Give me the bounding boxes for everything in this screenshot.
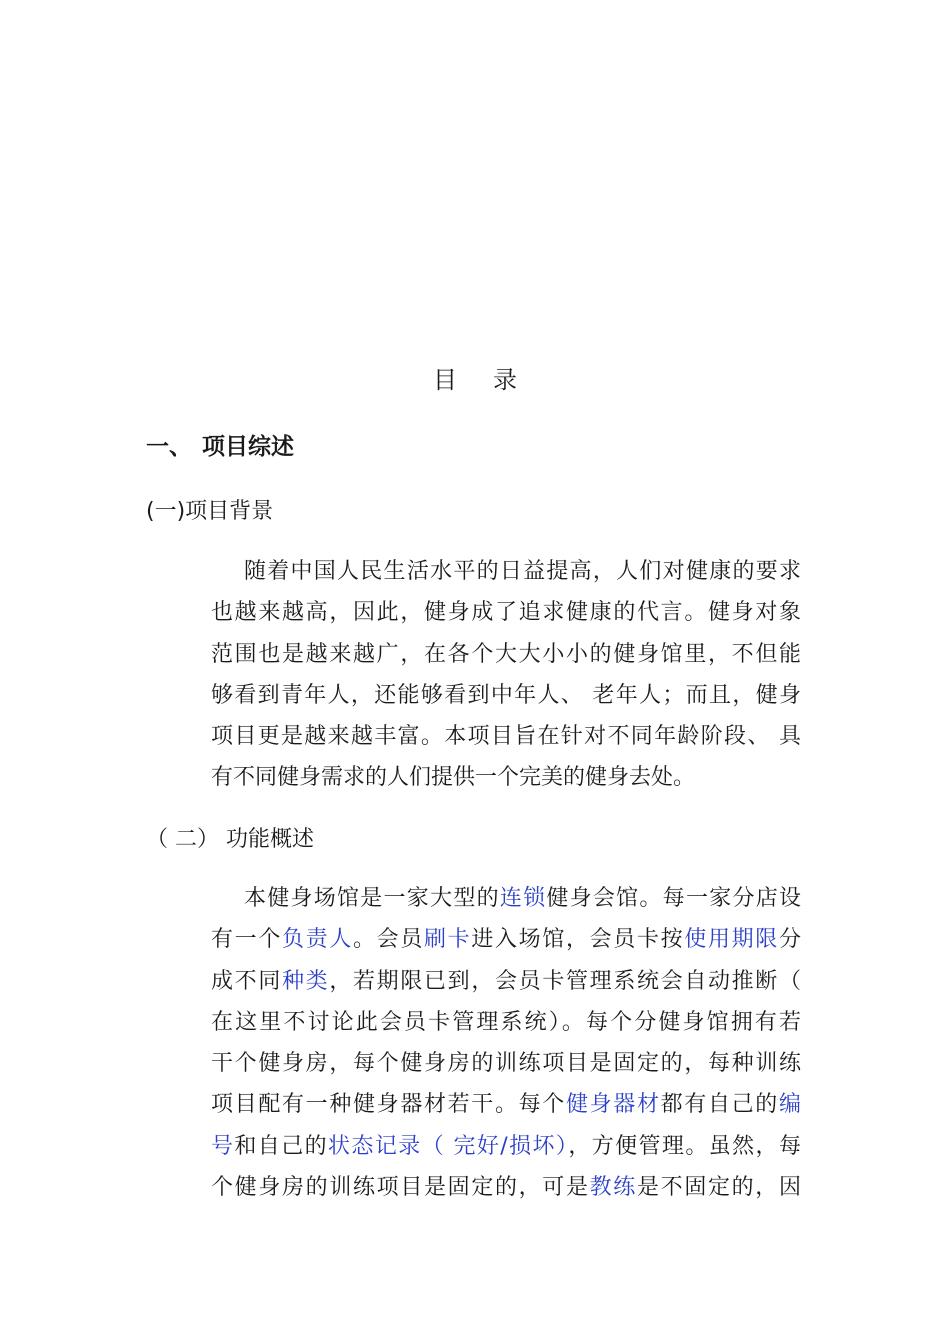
section-heading-1 bbox=[146, 428, 294, 461]
paragraph-line: 范围也是越来越广，在各个大大小小的健身馆里，不但能 bbox=[211, 641, 801, 667]
text-run: 项目配有一种健身器材若干。每个 bbox=[211, 1092, 566, 1118]
text-run: 分 bbox=[778, 927, 801, 953]
paragraph-line bbox=[211, 1126, 801, 1167]
toc-title-char-2: 录 bbox=[493, 366, 517, 394]
paragraph-background bbox=[211, 551, 801, 799]
text-run: 都有自己的 bbox=[660, 1092, 779, 1118]
text-run: 进入场馆，会员卡按 bbox=[471, 927, 685, 953]
subsection-heading-2: （ 二） 功能概述 bbox=[146, 827, 314, 852]
subsection-heading-1: (一)项目背景 bbox=[146, 499, 274, 524]
text-run: 是不固定的，因 bbox=[636, 1175, 801, 1201]
link-category[interactable]: 种类 bbox=[282, 968, 330, 994]
section-number: 一、 bbox=[146, 434, 192, 460]
toc-title bbox=[0, 360, 950, 395]
text-run: 个健身房的训练项目是固定的，可是 bbox=[211, 1175, 590, 1201]
paragraph-line: 有不同健身需求的人们提供一个完美的健身去处。 bbox=[211, 765, 696, 791]
text-run: 。会员 bbox=[353, 927, 424, 953]
text-run: ，若期限已到，会员卡管理系统会自动推断（ bbox=[329, 968, 801, 994]
paragraph-line: 干个健身房，每个健身房的训练项目是固定的，每种训练 bbox=[211, 1051, 801, 1077]
paragraph-line: 在这里不讨论此会员卡管理系统）。每个分健身馆拥有若 bbox=[211, 1009, 801, 1035]
text-run: 有一个 bbox=[211, 927, 282, 953]
link-status-record[interactable]: 状态记录（ 完好/损坏） bbox=[328, 1133, 569, 1159]
link-validity-period[interactable]: 使用期限 bbox=[684, 927, 779, 953]
toc-title-char-1: 目 bbox=[433, 366, 457, 394]
link-manager[interactable]: 负责人 bbox=[282, 927, 353, 953]
paragraph-line: 够看到青年人，还能够看到中年人、 老年人；而且，健身 bbox=[211, 682, 801, 708]
paragraph-line bbox=[211, 1167, 801, 1208]
paragraph-line bbox=[211, 878, 801, 919]
link-swipe-card[interactable]: 刷卡 bbox=[424, 927, 472, 953]
paragraph-line bbox=[211, 1084, 801, 1125]
text-run: 成不同 bbox=[211, 968, 282, 994]
paragraph-line bbox=[211, 919, 801, 960]
text-run: 和自己的 bbox=[234, 1133, 329, 1159]
paragraph-line: 随着中国人民生活水平的日益提高，人们对健康的要求 bbox=[244, 559, 801, 584]
text-run: ，方便管理。虽然，每 bbox=[568, 1133, 801, 1159]
text-run: 本健身场馆是一家大型的 bbox=[244, 886, 500, 911]
link-number[interactable]: 编 bbox=[778, 1092, 801, 1118]
paragraph-line: 项目更是越来越丰富。本项目旨在针对不同年龄阶段、 具 bbox=[211, 724, 801, 750]
link-chain[interactable]: 连锁 bbox=[499, 886, 547, 911]
paragraph-line: 也越来越高，因此，健身成了追求健康的代言。健身对象 bbox=[211, 600, 801, 626]
link-coach[interactable]: 教练 bbox=[589, 1175, 637, 1201]
link-equipment[interactable]: 健身器材 bbox=[565, 1092, 661, 1118]
paragraph-line bbox=[211, 961, 801, 1002]
section-title: 项目综述 bbox=[202, 434, 294, 460]
paragraph-function-overview bbox=[211, 878, 801, 1208]
link-number-cont[interactable]: 号 bbox=[211, 1133, 235, 1159]
text-run: 健身会馆。每一家分店设 bbox=[546, 886, 801, 911]
